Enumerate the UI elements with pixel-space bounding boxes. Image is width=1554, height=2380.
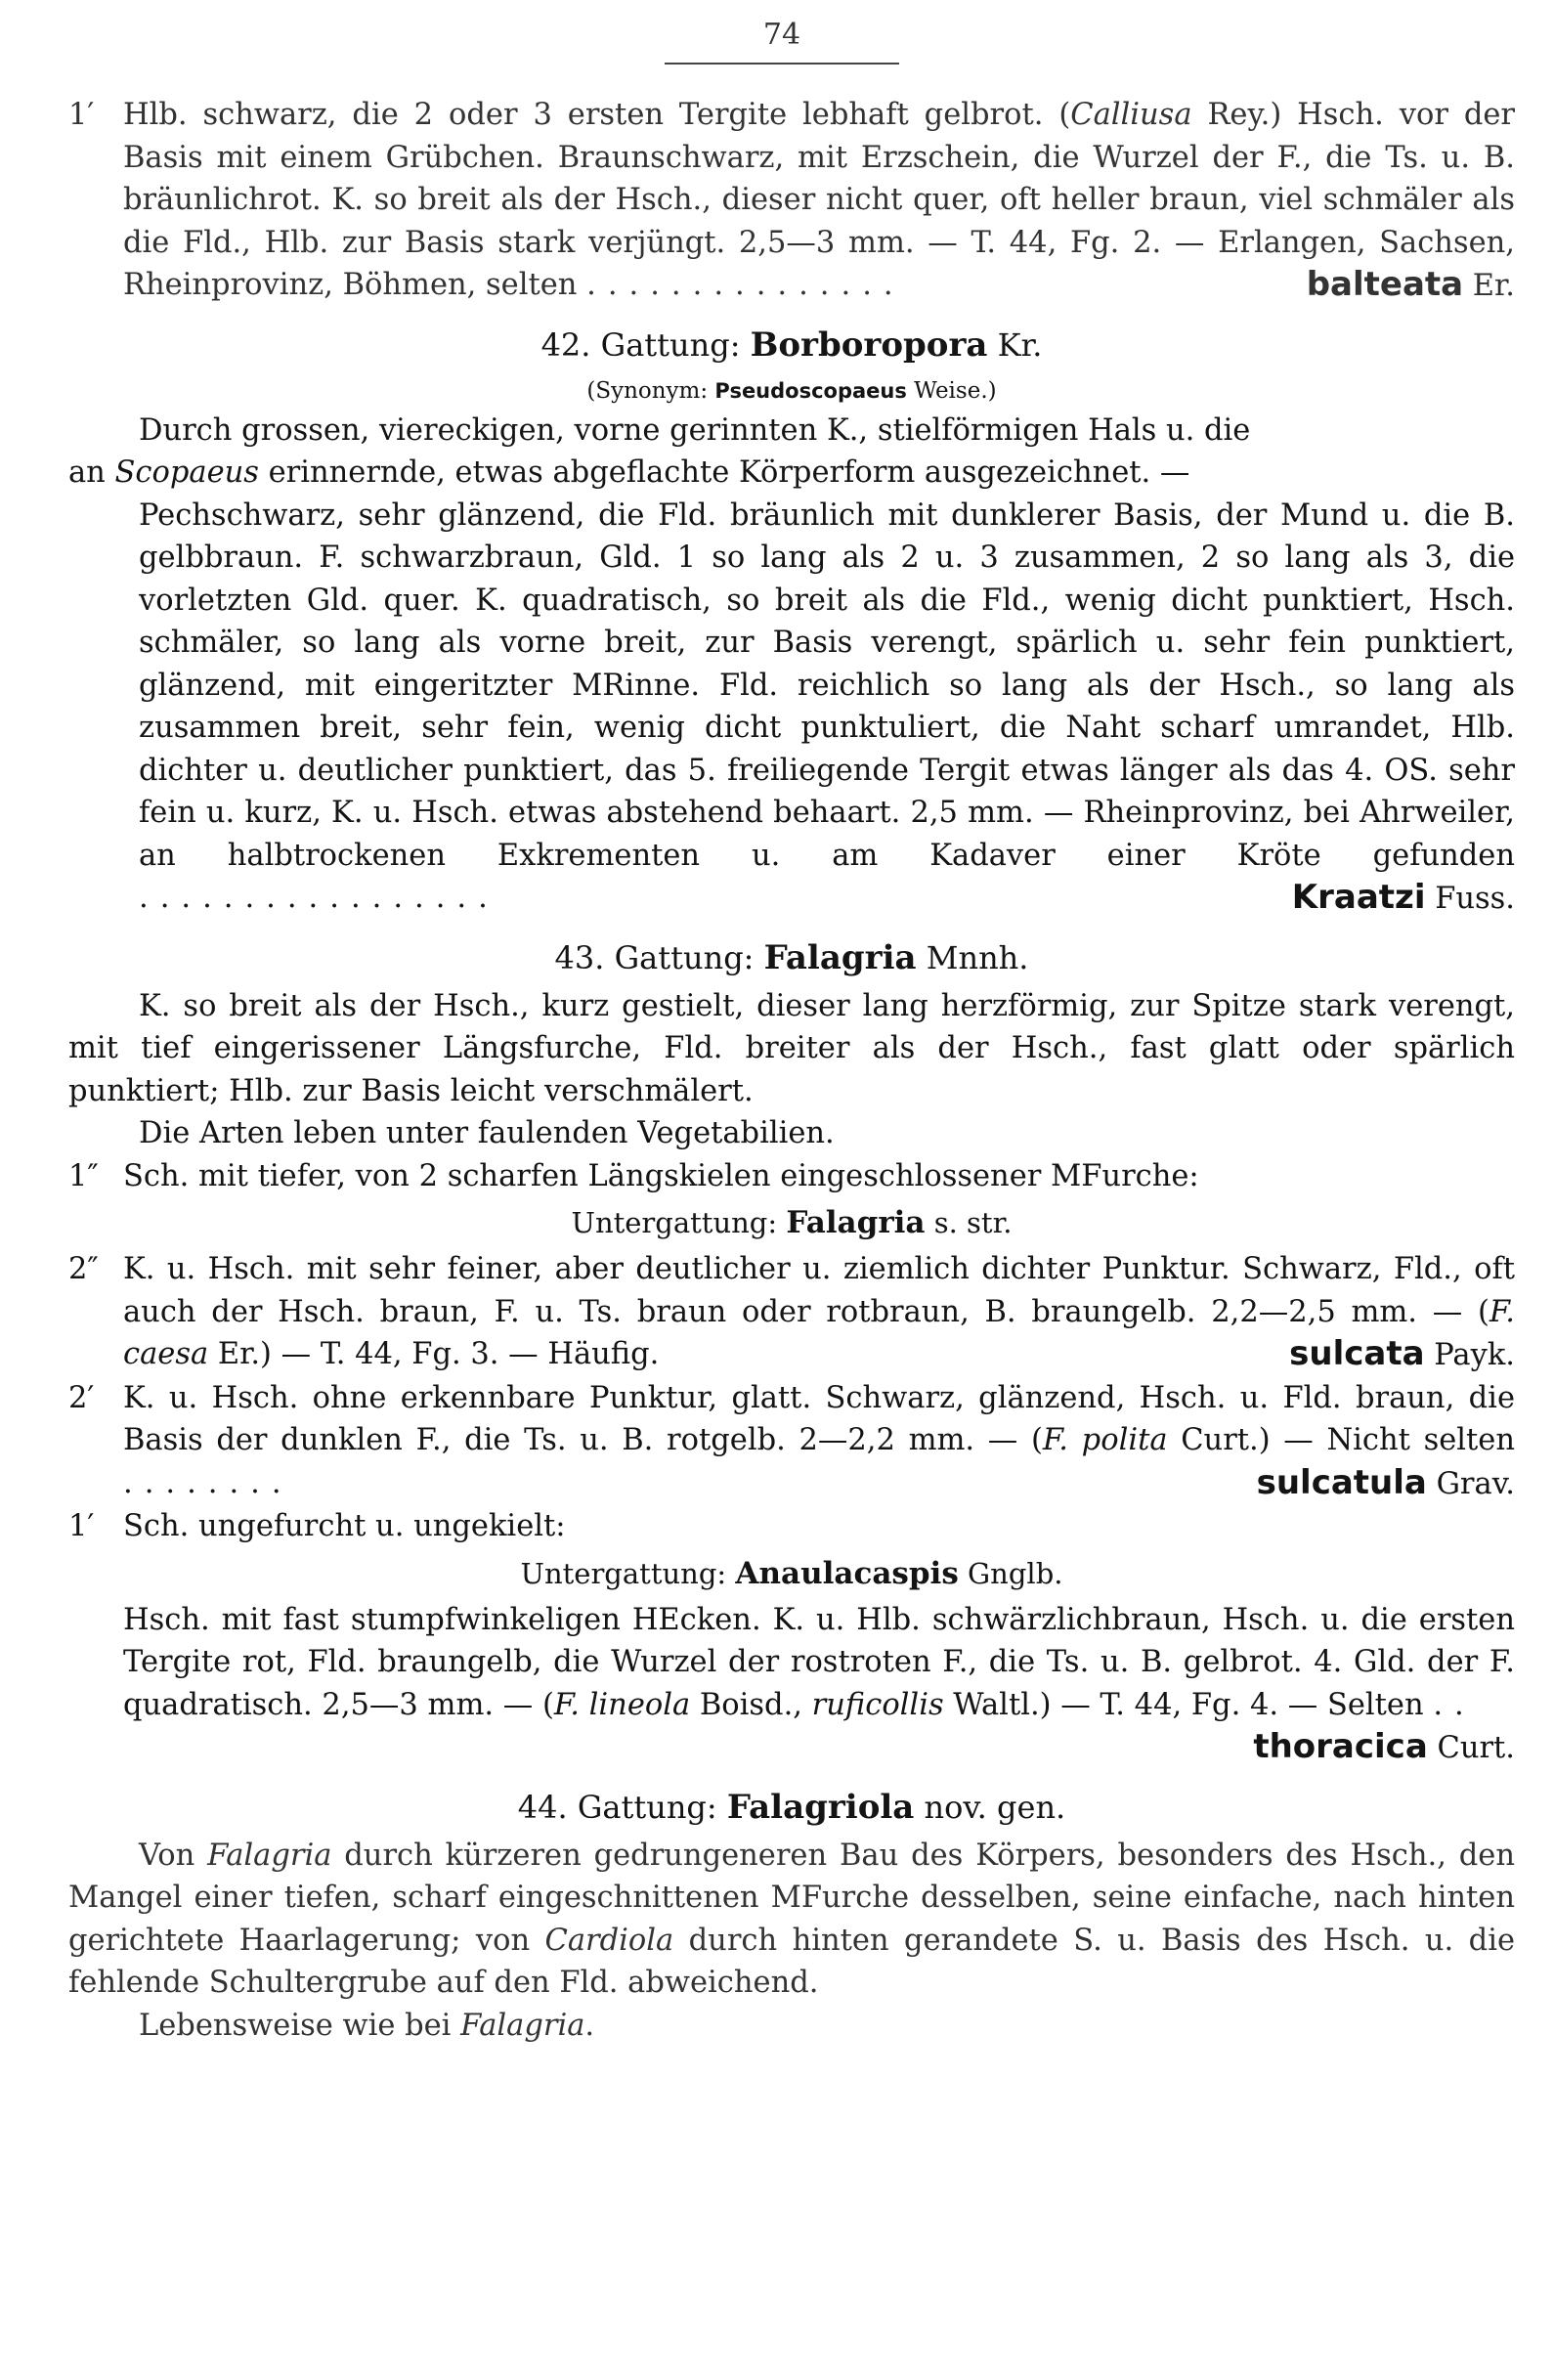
habitat-note: Lebensweise wie bei Falagria. <box>139 2008 595 2043</box>
species-name: Kraatzi <box>1291 878 1426 917</box>
species-author: Grav. <box>1436 1466 1515 1501</box>
genus-heading-44: 44. Gattung: Falagriola nov. gen. <box>517 1787 1066 1827</box>
genus-name: Borboropora <box>750 325 988 365</box>
species-name: sulcatula <box>1256 1462 1427 1502</box>
subgenus-heading: Untergattung: Falagria s. str. <box>571 1205 1013 1240</box>
synonym-line: (Synonym: Pseudoscopaeus Weise.) <box>586 377 997 404</box>
species-author: Fuss. <box>1435 882 1515 916</box>
synonym-genus: Calliusa <box>1070 98 1192 132</box>
synonym-name: Pseudoscopaeus <box>714 378 907 403</box>
species-name: thoracica <box>1253 1727 1428 1766</box>
genus-description: Durch grossen, viereckigen, vorne gerinnten K., stielförmigen Hals u. die <box>139 412 1251 448</box>
key-entry-1-double: 1″ Sch. mit tiefer, von 2 scharfen Längskielen eingeschlossener MFurche: <box>68 1158 1199 1193</box>
genus-description-2: an Scopaeus erinnernde, etwas abgeflachte Körperform ausgezeichnet. — <box>68 455 1190 490</box>
genus-description: K. so breit als der Hsch., kurz gestielt, dieser lang herzförmig, zur Spitze stark verengt, mit tief eingerissener Längsfurche, Fld. breiter als der Hsch., fast glatt oder spärlich punktiert; Hlb. zur Basis leicht verschmälert. <box>68 988 1515 1108</box>
key-entry-sulcata: 2″ K. u. Hsch. mit sehr feiner, aber deutlicher u. ziemlich dichter Punktur. Schwarz, Fld., oft auch der Hsch. braun, F. u. Ts. braun oder rotbraun, B. braungelb. 2,2—2,5 mm. — (F. caesa Er.) — T. 44, Fg. 3. — Häufig. sulcata Payk. <box>68 1252 1515 1373</box>
species-author: Er. <box>1472 269 1515 303</box>
leader-dots: ............... <box>586 268 905 302</box>
species-name: sulcata <box>1289 1334 1425 1373</box>
key-entry-1-single: 1′ Sch. ungefurcht u. ungekielt: <box>68 1509 566 1543</box>
genus-name: Falagriola <box>726 1787 915 1827</box>
subgenus-heading-2: Untergattung: Anaulacaspis Gnglb. <box>520 1555 1063 1591</box>
header-rule <box>665 63 899 65</box>
species-description-kraatzi: Pechschwarz, sehr glänzend, die Fld. bräunlich mit dunklerer Basis, der Mund u. die B. gelbbraun. F. schwarzbraun, Gld. 1 so lang als 2 u. 3 zusammen, 2 so lang als 3, die vorletzten Gld. quer. K. quadratisch, so breit als die Fld., wenig dicht punktiert, Hsch. schmäler, so lang als vorne breit, zur Basis verengt, spärlich u. sehr fein punktiert, glänzend, mit eingeritzter MRinne. Fld. reichlich so lang als der Hsch., so lang als zusammen breit, sehr fein, wenig dicht punktuliert, die Naht scharf umrandet, Hlb. dichter u. deutlicher punktiert, das 5. freiliegende Tergit etwas länger als das 4. OS. sehr fein u. kurz, K. u. Hsch. etwas abstehend behaart. 2,5 mm. — Rheinprovinz, bei Ahrweiler, an halbtrockenen Exkrementen u. am Kadaver einer Kröte gefunden ................. Kraatzi Fuss. <box>139 498 1515 917</box>
entry-body: Hsch. vor der Basis mit einem Grübchen. Braunschwarz, mit Erzschein, die Wurzel der F., die Ts. u. B. bräunlichrot. K. so breit als der Hsch., dieser nicht quer, oft heller braun, viel schmäler als die Fld., Hlb. zur Basis stark verjüngt. 2,5—3 mm. — T. 44, Fg. 2. — Erlangen, Sachsen, Rheinprovinz, Böhmen, selten <box>123 98 1516 302</box>
key-entry-thoracica: Hsch. mit fast stumpfwinkeligen HEcken. K. u. Hlb. schwärzlichbraun, Hsch. u. die ersten Tergite rot, Fld. braungelb, die Wurzel der rostroten F., die Ts. u. B. gelbrot. 4. Gld. der F. quadratisch. 2,5—3 mm. — (F. lineola Boisd., ruficollis Waltl.) — T. 44, Fg. 4. — Selten .. thoracica Curt. <box>123 1602 1515 1766</box>
page-text <box>68 94 1515 2047</box>
genus-name: Falagria <box>763 937 917 977</box>
entry-line-end: Rey.) <box>1191 98 1282 132</box>
genus-heading-42: 42. Gattung: Borboropora Kr. <box>540 325 1043 365</box>
genus-heading-43: 43. Gattung: Falagria Mnnh. <box>554 937 1029 977</box>
species-author: Payk. <box>1434 1338 1515 1372</box>
key-mark: 1′ <box>68 98 95 132</box>
key-entry-balteata <box>68 94 1515 308</box>
key-entry-sulcatula: 2′ K. u. Hsch. ohne erkennbare Punktur, glatt. Schwarz, glänzend, Hsch. u. Fld. braun, die Basis der dunklen F., die Ts. u. B. rotgelb. 2—2,2 mm. — (F. polita Curt.) — Nicht selten ........ sulcatula Grav. <box>68 1380 1516 1502</box>
genus-description: Von Falagria durch kürzeren gedrungeneren Bau des Körpers, besonders des Hsch., den Mangel einer tiefen, scharf eingeschnittenen MFurche desselben, seine einfache, nach hinten gerichtete Haarlagerung; von Cardiola durch hinten gerandete S. u. Basis des Hsch. u. die fehlende Schultergrube auf den Fld. abweichend. <box>68 1838 1515 2000</box>
entry-line: Hlb. schwarz, die 2 oder 3 ersten Tergite lebhaft gelbrot. ( <box>123 98 1071 132</box>
species-name: balteata <box>1306 265 1464 304</box>
habitat-note: Die Arten leben unter faulenden Vegetabilien. <box>139 1116 835 1150</box>
species-author: Curt. <box>1437 1731 1515 1765</box>
page-number: 74 <box>762 18 801 52</box>
